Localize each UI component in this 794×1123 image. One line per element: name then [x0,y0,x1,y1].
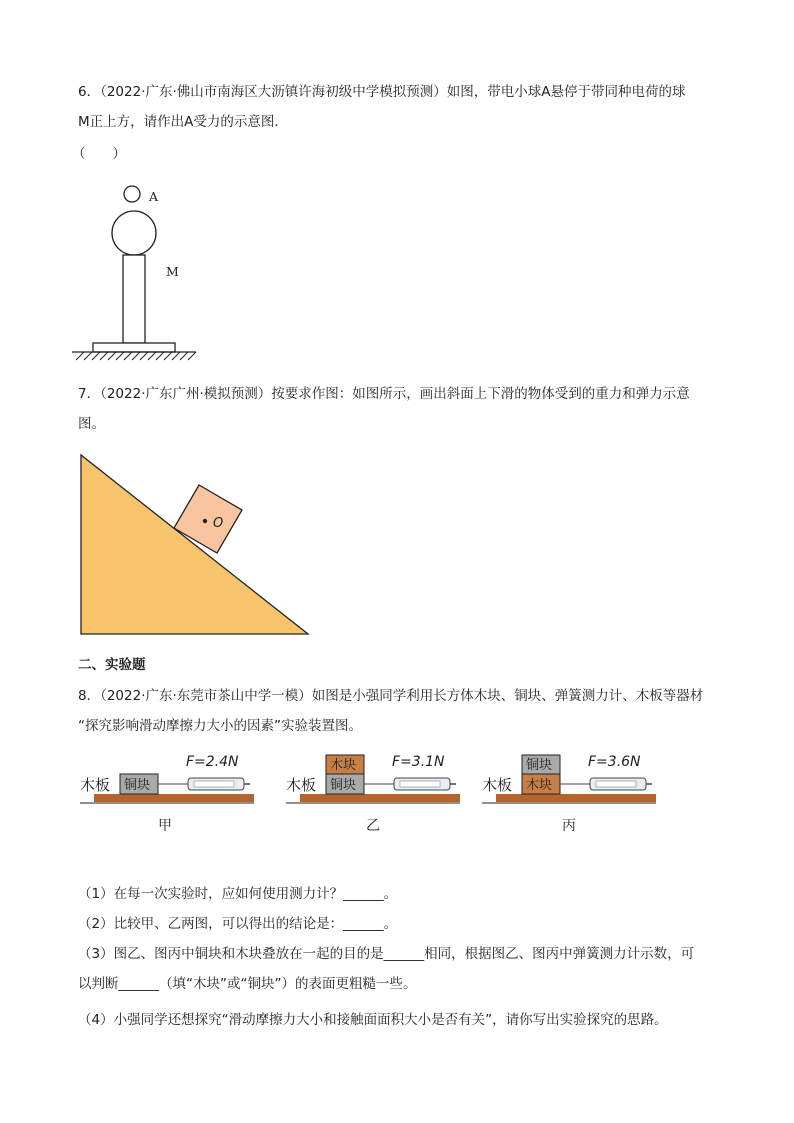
spring-scale [188,778,250,790]
label-a: A [149,189,159,204]
q8-text-line2: “探究影响滑动摩擦力大小的因素”实验装置图。 [78,718,362,734]
force-label: F=2.4N [186,754,239,770]
q8-sub3-line2: 以判断______（填“木块”或“铜块”）的表面更粗糙一些。 [78,976,417,992]
q8-sub4: （4）小强同学还想探究“滑动摩擦力大小和接触面面积大小是否有关”，请你写出实验探究的思路。 [78,1012,668,1028]
board-label: 木板 [482,776,513,794]
label-o: O [213,516,224,531]
q6-text-line1: 6．（2022·广东·佛山市南海区大沥镇许海初级中学模拟预测）如图，带电小球A悬停于带同种电荷的球 [78,84,686,100]
q6-answer-blank: （ ） [72,146,126,162]
bottom-block-label: 铜块 [124,778,151,793]
board [496,794,656,802]
q7-text-line2: 图。 [78,416,105,432]
force-label: F=3.6N [588,754,641,770]
q7-text-line1: 7．（2022·广东广州·模拟预测）按要求作图：如图所示，画出斜面上下滑的物体受到的重力和弹力示意 [78,386,690,402]
board [94,794,254,802]
label-m: M [166,264,179,279]
figure-yi [286,754,460,834]
q8-sub3-line1: （3）图乙、图丙中铜块和木块叠放在一起的目的是______相同，根据图乙、图丙中弹簧测力计示数，可 [78,946,695,962]
force-label: F=3.1N [392,754,445,770]
caption: 乙 [366,818,380,834]
q8-text-line1: 8．（2022·广东·东莞市茶山中学一模）如图是小强同学利用长方体木块、铜块、弹簧测力计、木板等器材 [78,688,704,704]
q6-text-line2: M正上方，请作出A受力的示意图． [78,114,288,130]
spring-scale [590,778,652,790]
top-block-label: 木块 [330,758,357,773]
section-title: 二、实验题 [78,657,146,673]
q8-sub2: （2）比较甲、乙两图，可以得出的结论是：______。 [78,916,398,932]
figure-bing [482,754,656,834]
bottom-block-label: 铜块 [330,778,357,793]
board [300,794,460,802]
caption: 甲 [158,818,172,834]
spring-scale [394,778,456,790]
figure-jia [80,754,254,834]
caption: 丙 [562,818,576,834]
top-block-label: 铜块 [526,758,553,773]
board-label: 木板 [80,776,111,794]
bottom-block-label: 木块 [526,778,553,793]
board-label: 木板 [286,776,317,794]
q8-sub1: （1）在每一次实验时，应如何使用测力计？______。 [78,886,398,902]
